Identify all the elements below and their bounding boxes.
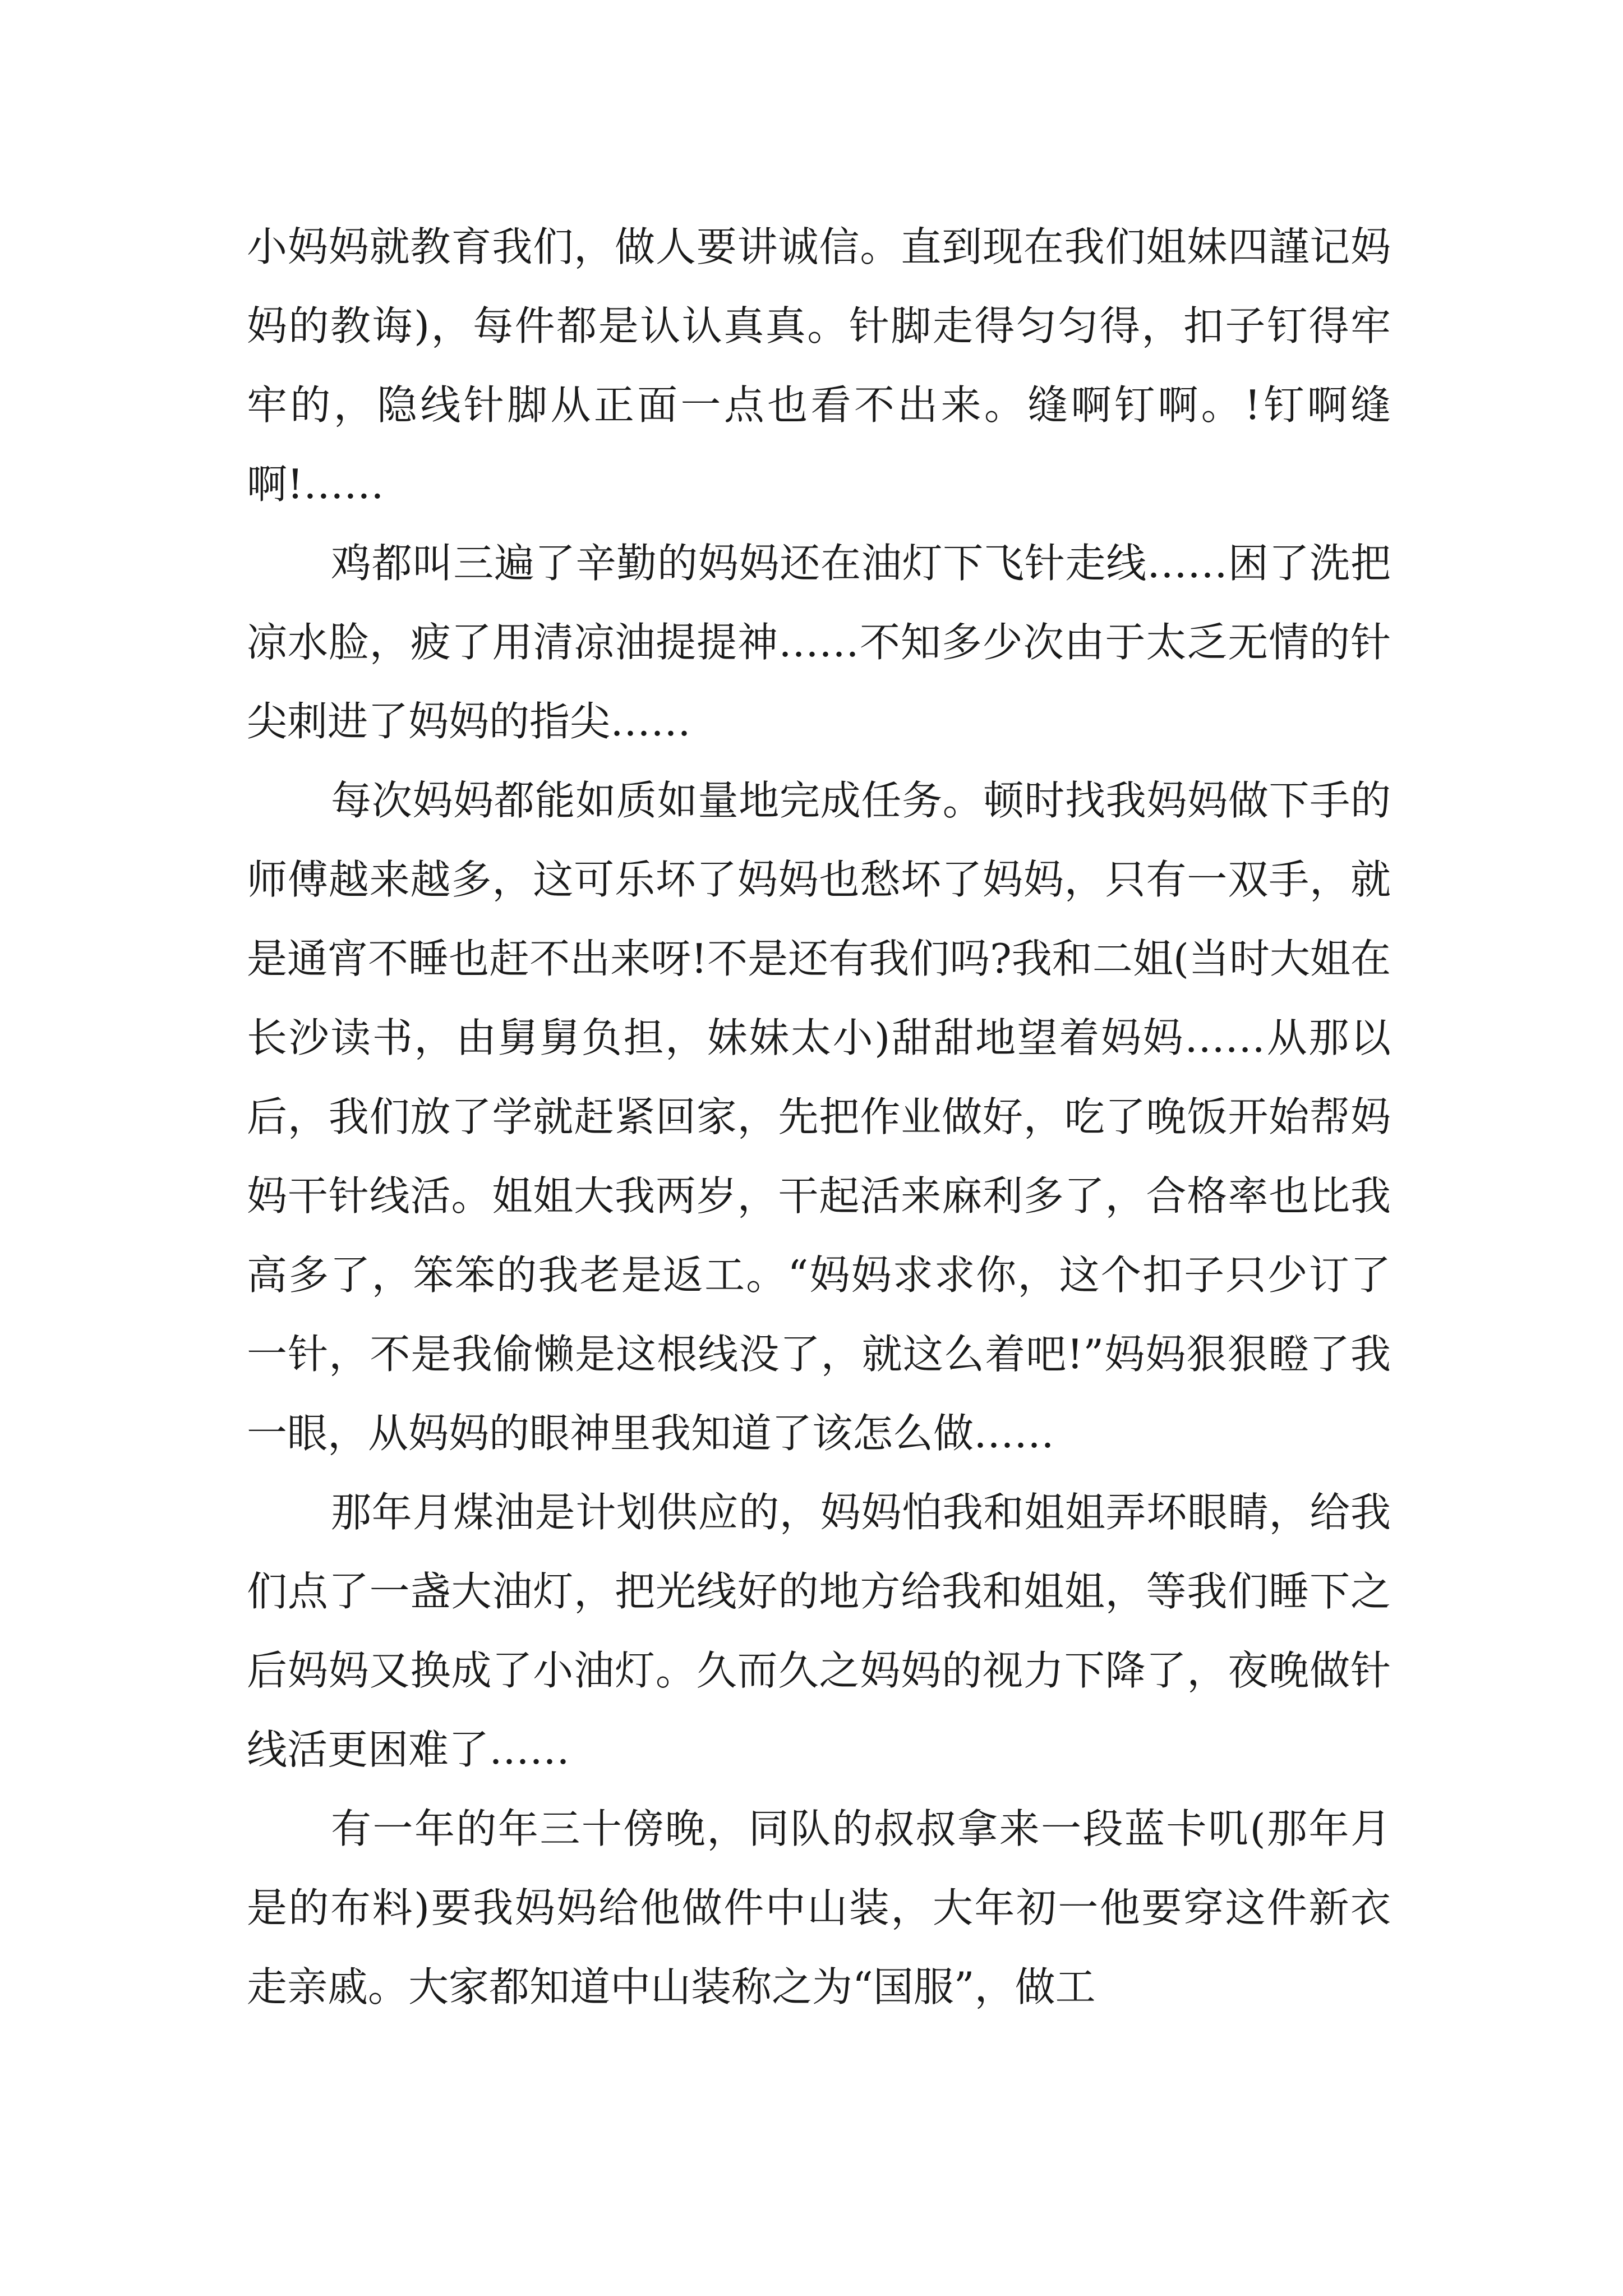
paragraph-1: 小妈妈就教育我们，做人要讲诚信。直到现在我们姐妹四謹记妈妈的教诲)，每件都是认认真真。针脚走得匀匀得，扣子钉得牢牢的，隐线针脚从正面一点也看不出来。缝啊钉啊。!钉啊缝啊!……: [247, 223, 1391, 508]
document-body: [247, 208, 1391, 2027]
paragraph-4: 那年月煤油是计划供应的，妈妈怕我和姐姐弄坏眼睛，给我们点了一盏大油灯，把光线好的地方给我和姐姐，等我们睡下之后妈妈又换成了小油灯。久而久之妈妈的视力下降了，夜晚做针线活更困难了……: [247, 1489, 1391, 1773]
paragraph-5: 有一年的年三十傍晚，同队的叔叔拿来一段蓝卡叽(那年月是的布料)要我妈妈给他做件中山装，大年初一他要穿这件新衣走亲戚。大家都知道中山装称之为“国服”，做工: [247, 1805, 1391, 2010]
paragraph-3: 每次妈妈都能如质如量地完成任务。顿时找我妈妈做下手的师傅越来越多，这可乐坏了妈妈也愁坏了妈妈，只有一双手，就是通宵不睡也赶不出来呀!不是还有我们吗?我和二姐(当时大姐在长沙读书，由舅舅负担，妹妹太小)甜甜地望着妈妈……从那以后，我们放了学就赶紧回家，先把作业做好，吃了晚饭开始帮妈妈干针线活。姐姐大我两岁，干起活来麻利多了，合格率也比我高多了，笨笨的我老是返工。“妈妈求求你，这个扣子只少订了一针，不是我偷懒是这根线没了，就这么着吧!”妈妈狠狠瞪了我一眼，从妈妈的眼神里我知道了该怎么做……: [247, 777, 1391, 1457]
paragraph-2: 鸡都叫三遍了辛勤的妈妈还在油灯下飞针走线……困了洗把凉水脸，疲了用清凉油提提神……不知多少次由于太乏无情的针尖刺进了妈妈的指尖……: [247, 540, 1391, 745]
